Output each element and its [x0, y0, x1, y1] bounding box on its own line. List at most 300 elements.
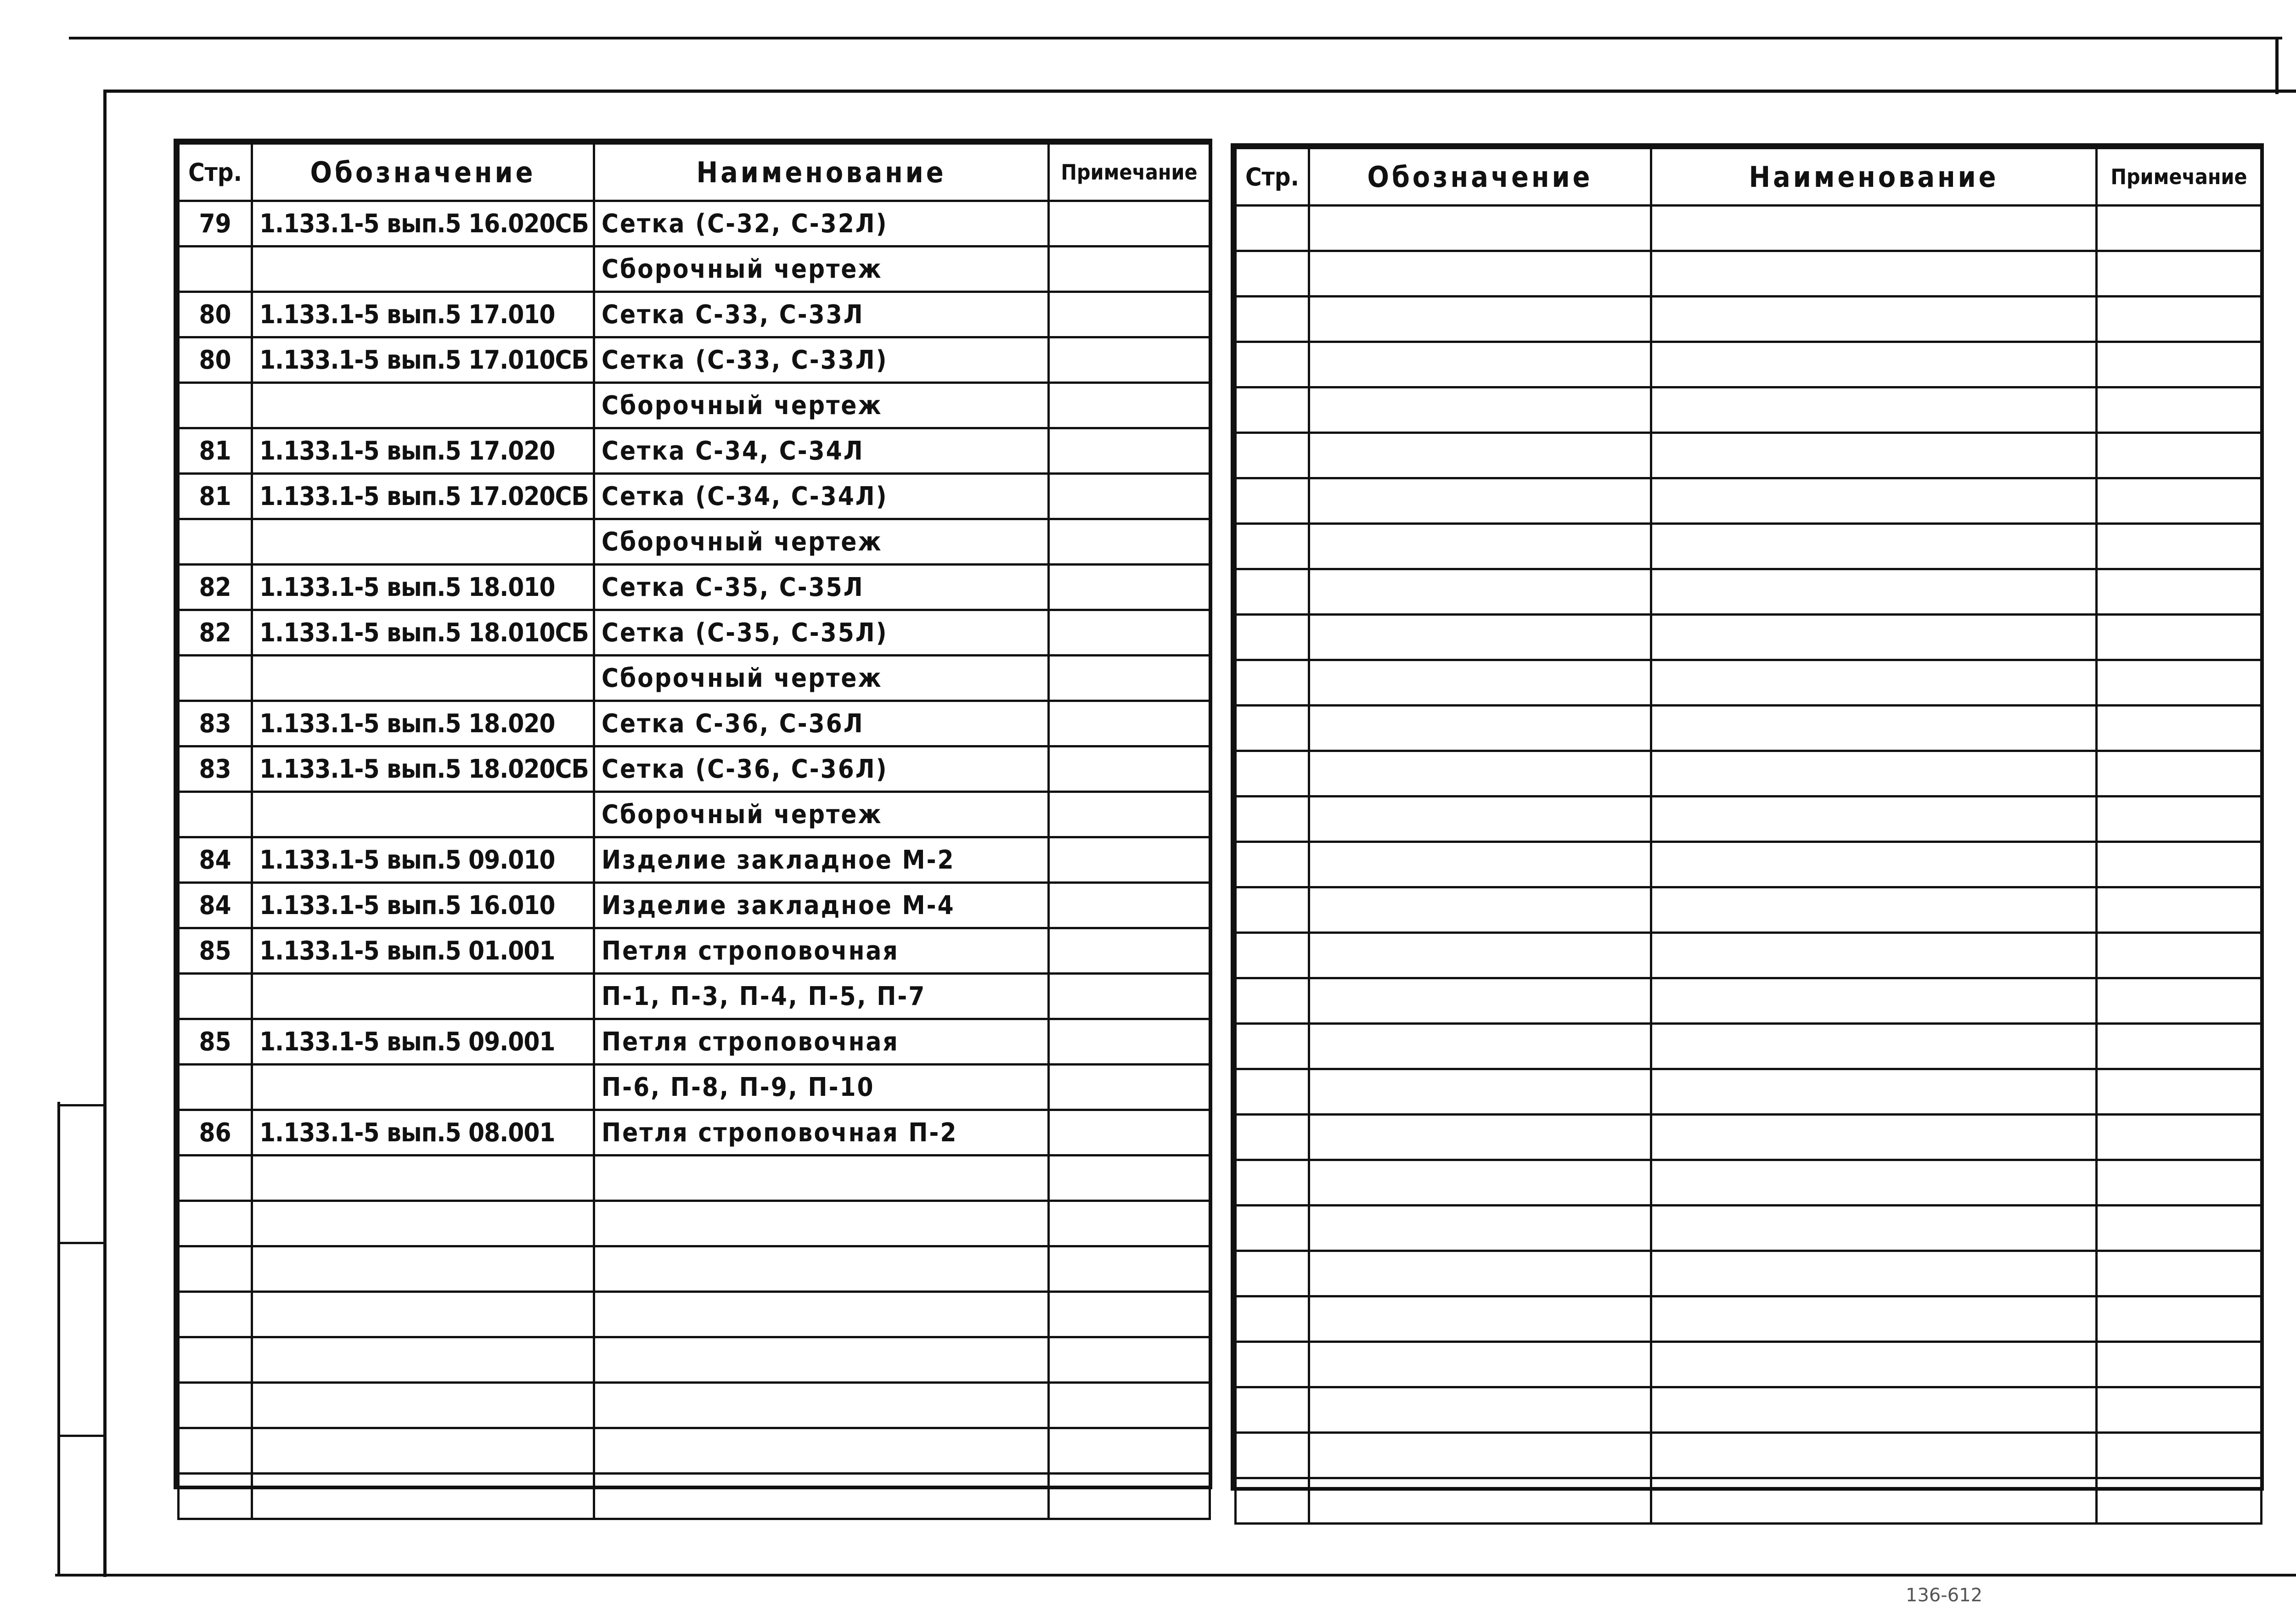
cell-page: [1236, 706, 1309, 751]
cell-name: [1651, 433, 2097, 478]
cell-name: [1651, 387, 2097, 433]
cell-note: [1049, 519, 1210, 565]
cell-code: [252, 1337, 594, 1383]
cell-page: [179, 1156, 252, 1201]
cell-note: [1049, 610, 1210, 656]
cell-name: Сборочный чертеж: [594, 247, 1049, 292]
cell-page: [1236, 297, 1309, 342]
cell-code: 1.133.1-5 вып.5 08.001: [252, 1110, 594, 1156]
table-row: [1236, 660, 2262, 706]
cell-note: [1049, 383, 1210, 428]
table-row: [1236, 342, 2262, 387]
cell-note: [2097, 1251, 2262, 1296]
cell-name: [1651, 933, 2097, 978]
cell-code: [252, 1246, 594, 1292]
cell-note: [2097, 1069, 2262, 1115]
cell-name: Петля строповочная П-2: [594, 1110, 1049, 1156]
cell-note: [1049, 792, 1210, 837]
table-row: [179, 883, 1210, 928]
cell-code: 1.133.1-5 вып.5 17.010: [252, 292, 594, 337]
cell-code: 1.133.1-5 вып.5 18.020: [252, 701, 594, 746]
cell-name: Сборочный чертеж: [594, 792, 1049, 837]
cell-page: 80: [179, 337, 252, 383]
cell-page: [179, 1246, 252, 1292]
cell-code: 1.133.1-5 вып.5 16.020СБ: [252, 201, 594, 247]
cell-page: 81: [179, 428, 252, 474]
cell-note: [2097, 569, 2262, 615]
cell-note: [1049, 1019, 1210, 1065]
cell-page: [1236, 933, 1309, 978]
cell-name: [1651, 887, 2097, 933]
cell-code: [1309, 933, 1651, 978]
cell-name: Сетка С-36, С-36Л: [594, 701, 1049, 746]
header-code: Обозначение: [252, 144, 594, 201]
cell-code: [1309, 1206, 1651, 1251]
cell-name: Сетка (С-34, С-34Л): [594, 474, 1049, 519]
cell-note: [1049, 1065, 1210, 1110]
table-row: [1236, 1024, 2262, 1069]
left-table-body: [179, 201, 1210, 1519]
cell-page: [179, 519, 252, 565]
cell-code: [1309, 251, 1651, 297]
cell-page: [179, 656, 252, 701]
cell-note: [1049, 1383, 1210, 1428]
cell-name: [1651, 297, 2097, 342]
table-row: [1236, 1342, 2262, 1387]
frame-top-rule: [106, 90, 2296, 93]
cell-note: [2097, 478, 2262, 524]
cell-code: [1309, 887, 1651, 933]
cell-code: [1309, 660, 1651, 706]
cell-name: [1651, 751, 2097, 797]
cell-note: [2097, 1206, 2262, 1251]
cell-code: [1309, 1069, 1651, 1115]
cell-page: [1236, 1296, 1309, 1342]
cell-page: [1236, 342, 1309, 387]
table-row: [1236, 206, 2262, 251]
cell-name: [1651, 978, 2097, 1024]
table-row: [1236, 251, 2262, 297]
cell-note: [2097, 297, 2262, 342]
table-row: [179, 701, 1210, 746]
cell-note: [2097, 1024, 2262, 1069]
table-row: [179, 1383, 1210, 1428]
table-row: [179, 1065, 1210, 1110]
cell-page: [1236, 387, 1309, 433]
cell-note: [2097, 797, 2262, 842]
cell-name: [594, 1474, 1049, 1519]
table-row: [179, 792, 1210, 837]
cell-code: [1309, 1342, 1651, 1387]
cell-page: [1236, 1251, 1309, 1296]
cell-page: [1236, 1478, 1309, 1524]
cell-page: [179, 1201, 252, 1246]
table-row: [179, 565, 1210, 610]
cell-note: [1049, 474, 1210, 519]
header-name: Наименование: [594, 144, 1049, 201]
table-row: [1236, 433, 2262, 478]
cell-note: [1049, 883, 1210, 928]
cell-note: [2097, 751, 2262, 797]
cell-page: [179, 383, 252, 428]
cell-code: [1309, 1478, 1651, 1524]
cell-note: [2097, 524, 2262, 569]
table-row: [1236, 387, 2262, 433]
side-stamp-outer-rule: [57, 1102, 60, 1575]
header-page: Стр.: [179, 144, 252, 201]
cell-name: [594, 1246, 1049, 1292]
cell-code: [1309, 1296, 1651, 1342]
table-row: [1236, 706, 2262, 751]
cell-name: Сетка (С-32, С-32Л): [594, 201, 1049, 247]
cell-note: [2097, 1342, 2262, 1387]
cell-page: [1236, 251, 1309, 297]
cell-code: [252, 1201, 594, 1246]
cell-code: [252, 1065, 594, 1110]
table-row: [1236, 1115, 2262, 1160]
cell-code: 1.133.1-5 вып.5 17.020: [252, 428, 594, 474]
cell-name: Петля строповочная: [594, 1019, 1049, 1065]
cell-note: [1049, 837, 1210, 883]
cell-note: [2097, 887, 2262, 933]
cell-code: [1309, 297, 1651, 342]
cell-name: [1651, 1251, 2097, 1296]
table-row: [179, 974, 1210, 1019]
cell-page: [1236, 1387, 1309, 1433]
right-table: [1231, 143, 2264, 1491]
header-code: Обозначение: [1309, 148, 1651, 206]
cell-code: 1.133.1-5 вып.5 09.010: [252, 837, 594, 883]
cell-code: [252, 1474, 594, 1519]
cell-page: [179, 1383, 252, 1428]
cell-code: [252, 1292, 594, 1337]
cell-note: [1049, 428, 1210, 474]
cell-page: [179, 974, 252, 1019]
table-row: [1236, 1069, 2262, 1115]
cell-page: [179, 1065, 252, 1110]
cell-note: [1049, 337, 1210, 383]
right-table-header-row: [1236, 148, 2262, 206]
table-row: [1236, 1206, 2262, 1251]
cell-name: [1651, 524, 2097, 569]
cell-note: [1049, 1474, 1210, 1519]
table-row: [179, 474, 1210, 519]
table-row: [179, 519, 1210, 565]
cell-note: [2097, 615, 2262, 660]
cell-page: [1236, 978, 1309, 1024]
cell-code: [1309, 569, 1651, 615]
cell-page: 86: [179, 1110, 252, 1156]
cell-page: [1236, 797, 1309, 842]
cell-code: [1309, 478, 1651, 524]
table-row: [179, 610, 1210, 656]
cell-page: [1236, 1206, 1309, 1251]
cell-note: [2097, 342, 2262, 387]
cell-note: [1049, 1156, 1210, 1201]
table-row: [179, 928, 1210, 974]
table-row: [179, 428, 1210, 474]
table-row: [179, 1019, 1210, 1065]
cell-note: [1049, 701, 1210, 746]
table-row: [179, 201, 1210, 247]
table-row: [1236, 887, 2262, 933]
cell-page: [1236, 842, 1309, 887]
cell-page: 82: [179, 565, 252, 610]
cell-name: [594, 1383, 1049, 1428]
cell-code: [1309, 1387, 1651, 1433]
cell-name: Сетка С-33, С-33Л: [594, 292, 1049, 337]
cell-name: [594, 1156, 1049, 1201]
table-row: [1236, 1387, 2262, 1433]
cell-page: [1236, 1024, 1309, 1069]
table-row: [1236, 797, 2262, 842]
cell-page: [179, 1337, 252, 1383]
cell-note: [2097, 978, 2262, 1024]
table-row: [179, 837, 1210, 883]
cell-note: [2097, 1478, 2262, 1524]
cell-name: [1651, 1342, 2097, 1387]
cell-note: [1049, 1292, 1210, 1337]
table-row: [1236, 978, 2262, 1024]
cell-note: [2097, 251, 2262, 297]
table-row: [1236, 615, 2262, 660]
table-row: [179, 292, 1210, 337]
cell-page: [179, 792, 252, 837]
cell-code: [1309, 706, 1651, 751]
cell-note: [2097, 1433, 2262, 1478]
table-row: [179, 1110, 1210, 1156]
cell-page: 84: [179, 883, 252, 928]
cell-code: [1309, 1160, 1651, 1206]
cell-page: [1236, 887, 1309, 933]
cell-note: [1049, 1110, 1210, 1156]
cell-code: [1309, 1024, 1651, 1069]
cell-name: Сетка (С-35, С-35Л): [594, 610, 1049, 656]
cell-name: [1651, 660, 2097, 706]
cell-name: [1651, 797, 2097, 842]
cell-name: [594, 1428, 1049, 1474]
cell-name: Сборочный чертеж: [594, 656, 1049, 701]
table-row: [1236, 1433, 2262, 1478]
cell-name: [1651, 1115, 2097, 1160]
cell-code: [252, 247, 594, 292]
left-table-header-row: [179, 144, 1210, 201]
cell-page: 85: [179, 928, 252, 974]
cell-code: [1309, 797, 1651, 842]
table-row: [179, 746, 1210, 792]
cell-page: [179, 1474, 252, 1519]
cell-page: [1236, 524, 1309, 569]
cell-code: [1309, 387, 1651, 433]
cell-note: [2097, 706, 2262, 751]
cell-note: [1049, 974, 1210, 1019]
table-row: [1236, 297, 2262, 342]
cell-code: [252, 1156, 594, 1201]
table-row: [1236, 842, 2262, 887]
cell-note: [1049, 565, 1210, 610]
cell-code: 1.133.1-5 вып.5 16.010: [252, 883, 594, 928]
cell-name: Сборочный чертеж: [594, 383, 1049, 428]
cell-name: [594, 1292, 1049, 1337]
cell-name: Петля строповочная: [594, 928, 1049, 974]
cell-page: [1236, 1342, 1309, 1387]
cell-note: [2097, 1387, 2262, 1433]
cell-note: [2097, 842, 2262, 887]
table-row: [179, 1474, 1210, 1519]
cell-name: Сборочный чертеж: [594, 519, 1049, 565]
right-table-body: [1236, 206, 2262, 1524]
table-row: [179, 1292, 1210, 1337]
cell-name: Изделие закладное М-2: [594, 837, 1049, 883]
cell-note: [2097, 1296, 2262, 1342]
cell-note: [1049, 1201, 1210, 1246]
table-row: [179, 383, 1210, 428]
cell-page: [179, 1428, 252, 1474]
cell-page: 80: [179, 292, 252, 337]
cell-note: [1049, 1337, 1210, 1383]
cell-page: [1236, 569, 1309, 615]
cell-page: [1236, 660, 1309, 706]
table-row: [179, 1246, 1210, 1292]
cell-code: [1309, 1115, 1651, 1160]
table-row: [179, 1428, 1210, 1474]
cell-page: [179, 1292, 252, 1337]
table-row: [1236, 1478, 2262, 1524]
cell-name: [1651, 1206, 2097, 1251]
cell-code: 1.133.1-5 вып.5 18.010: [252, 565, 594, 610]
cell-name: [1651, 1160, 2097, 1206]
cell-note: [1049, 247, 1210, 292]
cell-name: [594, 1337, 1049, 1383]
table-row: [179, 1337, 1210, 1383]
cell-name: [1651, 706, 2097, 751]
footer-mark: 136-612: [1906, 1585, 1983, 1606]
cell-name: [1651, 1433, 2097, 1478]
table-row: [179, 337, 1210, 383]
table-row: [1236, 524, 2262, 569]
side-stamp-tick-3: [57, 1435, 106, 1437]
cell-name: [594, 1201, 1049, 1246]
frame-left-rule: [103, 90, 107, 1577]
cell-code: [252, 383, 594, 428]
cell-code: [1309, 1251, 1651, 1296]
cell-name: [1651, 206, 2097, 251]
cell-note: [2097, 387, 2262, 433]
cell-name: [1651, 1478, 2097, 1524]
cell-note: [2097, 1160, 2262, 1206]
table-row: [1236, 478, 2262, 524]
cell-code: 1.133.1-5 вып.5 18.010СБ: [252, 610, 594, 656]
cell-code: 1.133.1-5 вып.5 09.001: [252, 1019, 594, 1065]
header-page: Стр.: [1236, 148, 1309, 206]
cell-page: [1236, 1433, 1309, 1478]
cell-note: [2097, 1115, 2262, 1160]
header-note: Примечание: [2097, 148, 2262, 206]
cell-name: [1651, 842, 2097, 887]
cell-name: Сетка (С-33, С-33Л): [594, 337, 1049, 383]
cell-page: [1236, 1069, 1309, 1115]
cell-name: [1651, 1387, 2097, 1433]
side-stamp-tick-2: [57, 1242, 106, 1244]
cell-code: [1309, 615, 1651, 660]
top-rule: [69, 37, 2282, 39]
cell-name: П-6, П-8, П-9, П-10: [594, 1065, 1049, 1110]
cell-note: [2097, 206, 2262, 251]
cell-name: [1651, 1069, 2097, 1115]
cell-code: 1.133.1-5 вып.5 01.001: [252, 928, 594, 974]
cell-page: [1236, 615, 1309, 660]
cell-code: 1.133.1-5 вып.5 17.010СБ: [252, 337, 594, 383]
cell-name: Сетка С-34, С-34Л: [594, 428, 1049, 474]
cell-page: 82: [179, 610, 252, 656]
cell-name: [1651, 342, 2097, 387]
table-row: [1236, 1296, 2262, 1342]
cell-note: [1049, 746, 1210, 792]
cell-page: [1236, 206, 1309, 251]
cell-code: [1309, 978, 1651, 1024]
cell-page: 81: [179, 474, 252, 519]
cell-note: [1049, 201, 1210, 247]
cell-code: [252, 656, 594, 701]
cell-name: [1651, 251, 2097, 297]
cell-page: 83: [179, 701, 252, 746]
table-row: [1236, 1160, 2262, 1206]
cell-code: [1309, 1433, 1651, 1478]
cell-code: [252, 792, 594, 837]
cell-code: [1309, 751, 1651, 797]
cell-code: [252, 519, 594, 565]
header-name: Наименование: [1651, 148, 2097, 206]
cell-note: [2097, 933, 2262, 978]
cell-page: [1236, 433, 1309, 478]
cell-page: 83: [179, 746, 252, 792]
table-row: [179, 656, 1210, 701]
page-number-box-rule: [2275, 37, 2279, 94]
cell-name: [1651, 569, 2097, 615]
cell-note: [1049, 292, 1210, 337]
cell-name: Сетка (С-36, С-36Л): [594, 746, 1049, 792]
cell-code: 1.133.1-5 вып.5 18.020СБ: [252, 746, 594, 792]
cell-note: [1049, 656, 1210, 701]
cell-page: [179, 247, 252, 292]
frame-bottom-rule: [55, 1574, 2296, 1577]
cell-note: [2097, 433, 2262, 478]
table-row: [179, 1156, 1210, 1201]
cell-note: [2097, 660, 2262, 706]
table-row: [179, 1201, 1210, 1246]
table-row: [1236, 933, 2262, 978]
cell-code: [1309, 206, 1651, 251]
cell-page: 85: [179, 1019, 252, 1065]
cell-note: [1049, 1246, 1210, 1292]
cell-code: [252, 974, 594, 1019]
table-row: [1236, 751, 2262, 797]
side-stamp-tick-1: [57, 1104, 106, 1106]
table-row: [1236, 569, 2262, 615]
cell-code: 1.133.1-5 вып.5 17.020СБ: [252, 474, 594, 519]
cell-page: [1236, 1115, 1309, 1160]
cell-name: [1651, 478, 2097, 524]
left-table: [174, 139, 1212, 1489]
table-row: [1236, 1251, 2262, 1296]
cell-code: [1309, 842, 1651, 887]
cell-page: 84: [179, 837, 252, 883]
cell-code: [1309, 433, 1651, 478]
cell-code: [252, 1383, 594, 1428]
cell-note: [1049, 1428, 1210, 1474]
cell-code: [252, 1428, 594, 1474]
cell-name: Изделие закладное М-4: [594, 883, 1049, 928]
